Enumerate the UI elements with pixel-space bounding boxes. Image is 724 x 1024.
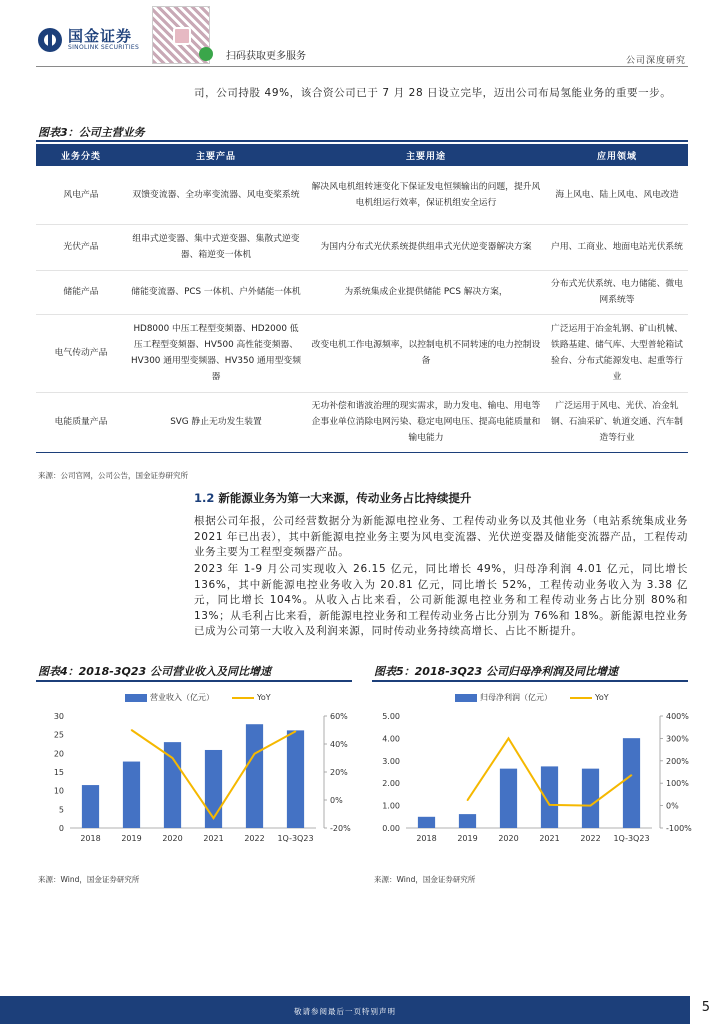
table-cell: 为国内分布式光伏系统提供组串式光伏逆变器解决方案 <box>306 224 546 270</box>
table-row <box>36 270 688 314</box>
figure5-source: 来源：Wind，国金证券研究所 <box>374 875 476 884</box>
y-left-tick-label: 25 <box>53 730 64 740</box>
section-number: 1.2 <box>194 491 215 505</box>
x-tick-label: 2022 <box>580 834 601 843</box>
table-header-row <box>36 144 688 166</box>
bar <box>541 766 558 828</box>
figure4-rule <box>36 680 352 682</box>
table-cell: 改变电机工作电源频率，以控制电机不同转速的电力控制设备 <box>306 314 546 392</box>
yoy-point <box>254 753 256 755</box>
table-row <box>36 392 688 452</box>
bar <box>82 785 99 828</box>
table-header: 应用领域 <box>546 144 688 166</box>
bar <box>205 750 222 828</box>
legend-line-label: YoY <box>595 693 609 702</box>
intro-paragraph: 司，公司持股 49%，该合资公司已于 7 月 28 日设立完毕，迈出公司布局氢能业务的重要一步。 <box>194 87 672 99</box>
yoy-point <box>295 731 297 733</box>
table-cell: SVG 静止无功发生装置 <box>126 392 306 452</box>
table-row <box>36 224 688 270</box>
y-left-tick-label: 0.00 <box>382 824 400 833</box>
logo-chinese: 国金证券 <box>68 27 133 45</box>
legend-bar-label: 归母净利润（亿元） <box>480 693 552 702</box>
table-cell: 解决风电机组转速变化下保证发电恒频输出的问题，提升风电机组运行效率，保证机组安全运行 <box>306 166 546 224</box>
y-left-tick-label: 2.00 <box>382 779 400 789</box>
yoy-point <box>590 805 592 807</box>
figure4-title: 图表4：2018-3Q23 公司营业收入及同比增速 <box>38 665 271 678</box>
figure3-source: 来源：公司官网，公司公告，国金证券研究所 <box>38 471 188 480</box>
chart1-legend <box>125 692 271 703</box>
bar <box>459 814 476 828</box>
y-right-tick-label: 400% <box>666 712 689 721</box>
table-cell: 为系统集成企业提供储能 PCS 解决方案， <box>306 270 546 314</box>
y-left-tick-label: 0 <box>58 824 64 833</box>
section-heading <box>194 490 471 506</box>
y-right-tick-label: 0% <box>666 801 679 811</box>
y-right-tick-label: 300% <box>666 734 689 744</box>
x-tick-label: 2022 <box>244 834 265 843</box>
header-divider <box>36 66 688 67</box>
legend-bar-swatch <box>455 694 477 702</box>
table-cell: 分布式光伏系统、电力储能、微电网系统等 <box>546 270 688 314</box>
y-right-tick-label: -20% <box>330 824 351 833</box>
x-tick-label: 2018 <box>416 834 437 843</box>
bar <box>582 769 599 828</box>
legend-line-swatch <box>570 697 592 699</box>
yoy-point <box>508 738 510 740</box>
x-tick-label: 1Q-3Q23 <box>277 834 314 843</box>
bar <box>123 762 140 828</box>
table-row <box>36 314 688 392</box>
y-right-tick-label: 60% <box>330 712 348 721</box>
table-cell: HD8000 中压工程型变频器、HD2000 低压工程型变频器、HV500 高性能变频器、HV300 通用型变频器、HV350 通用型变频器 <box>126 314 306 392</box>
figure5-rule <box>372 680 688 682</box>
table-cell: 电气传动产品 <box>36 314 126 392</box>
bar <box>623 738 640 828</box>
x-tick-label: 2018 <box>80 834 101 843</box>
x-tick-label: 2021 <box>203 834 224 843</box>
y-right-tick-label: 200% <box>666 756 689 766</box>
business-table <box>36 144 688 453</box>
wechat-badge-icon <box>199 47 213 61</box>
yoy-point <box>467 799 469 801</box>
table-cell: 海上风电、陆上风电、风电改造 <box>546 166 688 224</box>
footer-disclaimer[interactable]: 敬请参阅最后一页特别声明 <box>294 1007 396 1016</box>
bar <box>246 724 263 828</box>
table-header: 主要用途 <box>306 144 546 166</box>
table-cell: 无功补偿和谐波治理的现实需求，助力发电、输电、用电等企事业单位消除电网污染、稳定电网电压、提高电能质量和输电能力 <box>306 392 546 452</box>
paragraph-1: 根据公司年报，公司经营数据分为新能源电控业务、工程传动业务以及其他业务（电站系统集成业务 2021 年已出表），其中新能源电控业务主要为风电变流器、光伏逆变器及储能变流器产品，工程传动业务主要为工程型变频器产品。 <box>194 515 689 558</box>
chart2-legend <box>455 692 609 703</box>
yoy-point <box>549 804 551 806</box>
legend-line-label: YoY <box>257 693 271 702</box>
net-profit-chart <box>372 708 692 860</box>
y-left-tick-label: 5 <box>58 805 64 815</box>
bar <box>287 730 304 828</box>
table-cell: 光伏产品 <box>36 224 126 270</box>
table-header: 业务分类 <box>36 144 126 166</box>
x-tick-label: 1Q-3Q23 <box>613 834 650 843</box>
page-header <box>0 0 724 68</box>
y-right-tick-label: 20% <box>330 768 348 777</box>
table-cell: 储能变流器、PCS 一体机、户外储能一体机 <box>126 270 306 314</box>
table-header: 主要产品 <box>126 144 306 166</box>
table-cell: 广泛运用于冶金轧钢、矿山机械、铁路基建、储气库、大型普轮箱试验台、分布式能源发电、起重等行业 <box>546 314 688 392</box>
figure5-title: 图表5：2018-3Q23 公司归母净利润及同比增速 <box>374 665 618 678</box>
table-cell: 组串式逆变器、集中式逆变器、集散式逆变器、箱逆变一体机 <box>126 224 306 270</box>
table-row <box>36 166 688 224</box>
y-right-tick-label: 100% <box>666 779 689 789</box>
table-cell: 电能质量产品 <box>36 392 126 452</box>
figure3-rule <box>36 140 688 142</box>
y-right-tick-label: 40% <box>330 740 348 749</box>
page-number: 5 <box>701 1000 710 1015</box>
x-tick-label: 2019 <box>121 834 142 843</box>
y-left-tick-label: 10 <box>53 786 64 796</box>
y-left-tick-label: 15 <box>53 768 64 777</box>
yoy-point <box>131 729 133 731</box>
table-cell: 储能产品 <box>36 270 126 314</box>
qr-code-icon[interactable] <box>152 6 210 64</box>
revenue-chart <box>36 708 356 860</box>
legend-line-swatch <box>232 697 254 699</box>
yoy-point <box>172 757 174 759</box>
logo-icon <box>38 28 62 52</box>
y-left-tick-label: 20 <box>53 749 64 759</box>
figure4-source: 来源：Wind，国金证券研究所 <box>38 875 140 884</box>
x-tick-label: 2021 <box>539 834 560 843</box>
yoy-point <box>213 817 215 819</box>
bar <box>500 769 517 828</box>
scan-prompt: 扫码获取更多服务 <box>226 51 306 62</box>
table-cell: 户用、工商业、地面电站光伏系统 <box>546 224 688 270</box>
y-left-tick-label: 5.00 <box>382 712 400 721</box>
y-right-tick-label: 0% <box>330 796 343 805</box>
section-title: 新能源业务为第一大来源，传动业务占比持续提升 <box>218 491 472 505</box>
figure3-title: 图表3：公司主营业务 <box>38 126 145 139</box>
legend-bar-label: 营业收入（亿元） <box>150 693 214 702</box>
x-tick-label: 2020 <box>162 834 183 843</box>
legend-bar-swatch <box>125 694 147 702</box>
yoy-point <box>631 774 633 776</box>
table-cell: 广泛运用于风电、光伏、冶金轧钢、石油采矿、轨道交通、汽车制造等行业 <box>546 392 688 452</box>
y-left-tick-label: 4.00 <box>382 734 400 744</box>
bar <box>418 817 435 828</box>
report-type: 公司深度研究 <box>625 56 686 66</box>
company-logo <box>38 28 139 52</box>
x-tick-label: 2020 <box>498 834 519 843</box>
y-left-tick-label: 30 <box>53 712 64 721</box>
x-tick-label: 2019 <box>457 834 478 843</box>
y-left-tick-label: 3.00 <box>382 756 400 766</box>
logo-english: SINOLINK SECURITIES <box>68 44 140 51</box>
y-left-tick-label: 1.00 <box>382 801 400 811</box>
y-right-tick-label: -100% <box>666 824 692 833</box>
table-cell: 双馈变流器、全功率变流器、风电变桨系统 <box>126 166 306 224</box>
table-cell: 风电产品 <box>36 166 126 224</box>
paragraph-2: 2023 年 1-9 月公司实现收入 26.15 亿元，同比增长 49%，归母净利润 4.01 亿元，同比增长 136%，其中新能源电控业务收入为 20.81 亿元，同比增长 52%，工程传动业务收入为 3.38 亿元，同比增长 104%。从收入占比来看，公司新能源电控业务和工程传动业务占比分别 80%和 13%；从毛利占比来看，新能源电控业务和工程传动业务占比分别为 76%和 18%。新能源电控业务已成为公司第一大收入及利润来源，同时传动业务持续高增长、占比不断提升。 <box>194 563 688 637</box>
